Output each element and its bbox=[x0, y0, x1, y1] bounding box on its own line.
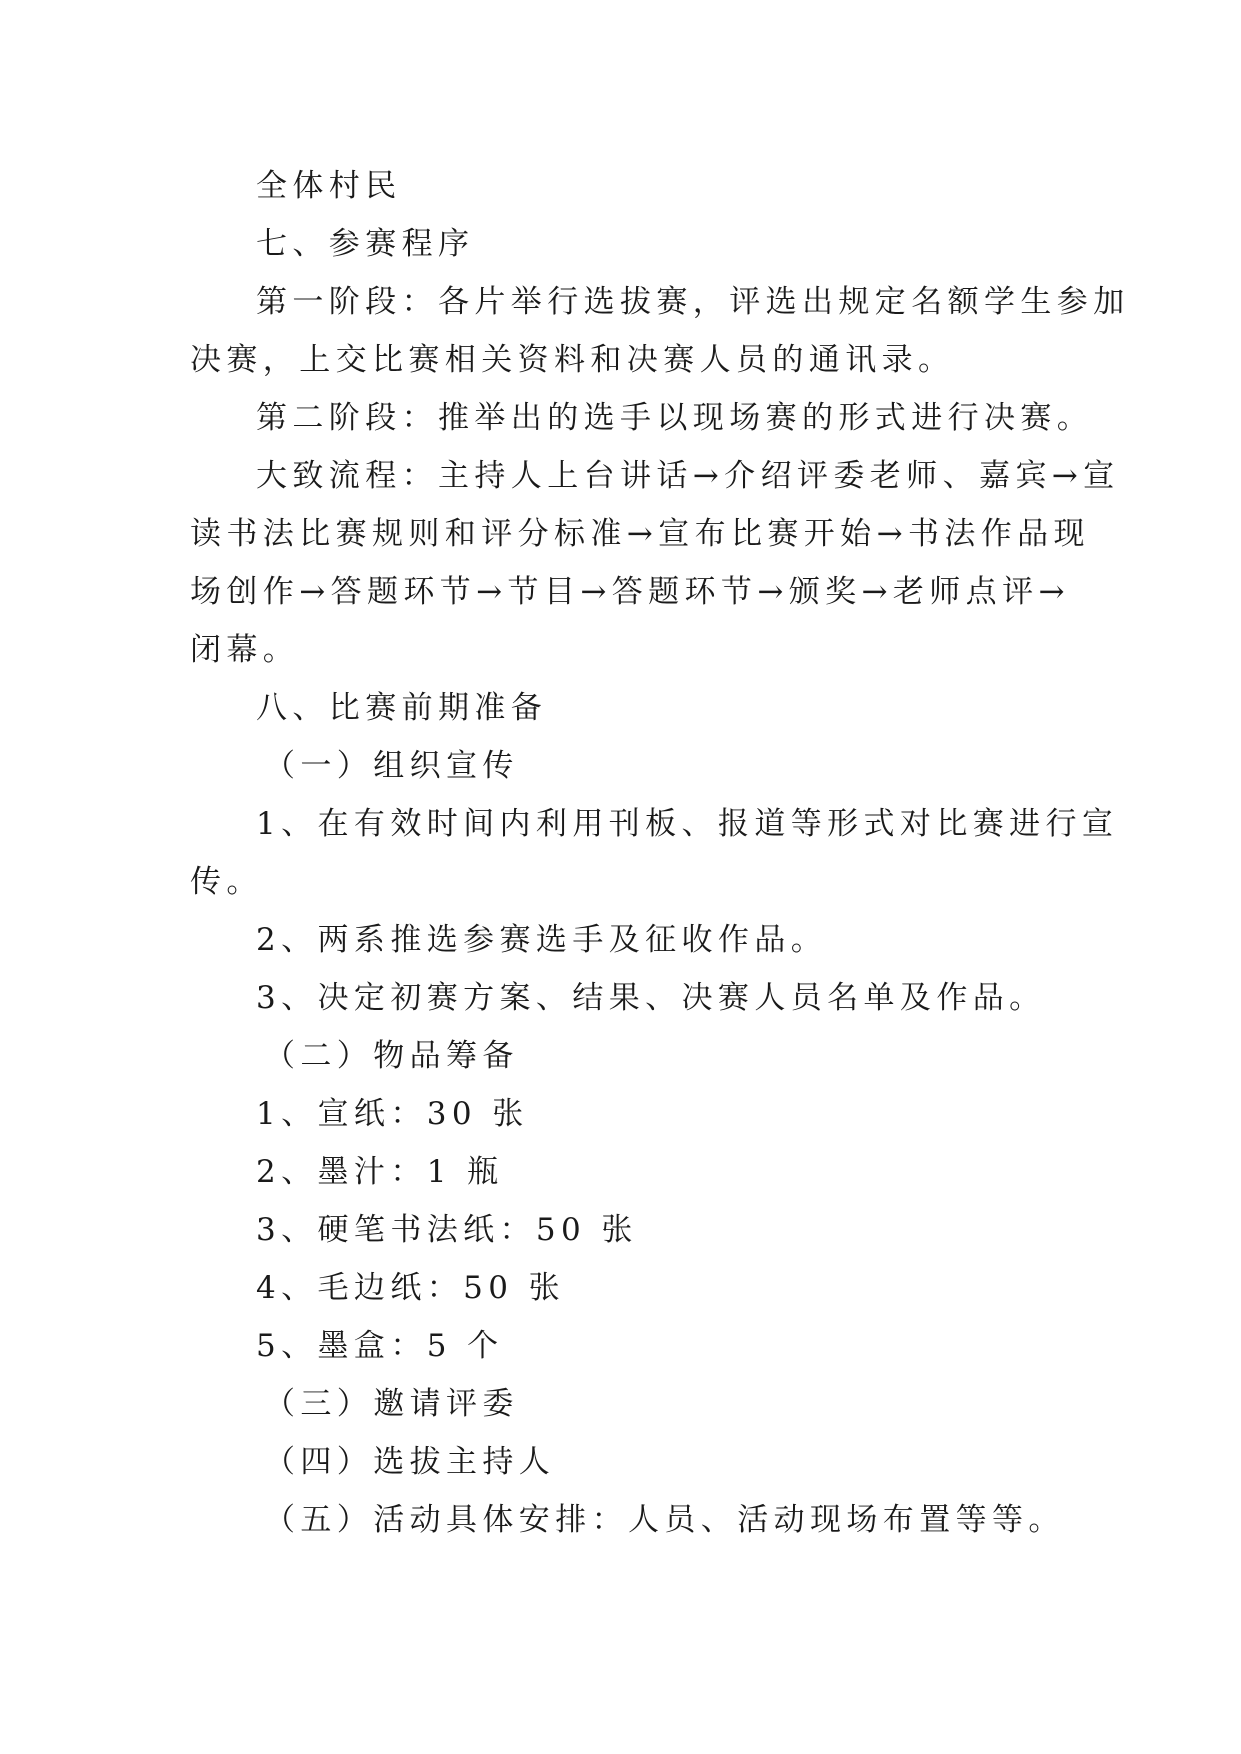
subsection-heading-4: （四）选拔主持人 bbox=[264, 1444, 556, 1480]
process-line-cont-1: 读书法比赛规则和评分标准→宣布比赛开始→书法作品现 bbox=[190, 516, 1090, 552]
subsection-heading-3: （三）邀请评委 bbox=[264, 1386, 519, 1422]
process-line-cont-3: 闭幕。 bbox=[190, 632, 300, 668]
process-line: 大致流程：主持人上台讲话→介绍评委老师、嘉宾→宣 bbox=[256, 458, 1120, 494]
list-item: 2、两系推选参赛选手及征收作品。 bbox=[256, 922, 828, 958]
subsection-heading-2: （二）物品筹备 bbox=[264, 1038, 519, 1074]
list-item: 1、在有效时间内利用刊板、报道等形式对比赛进行宣 bbox=[256, 806, 1119, 842]
stage-two-line: 第二阶段：推举出的选手以现场赛的形式进行决赛。 bbox=[256, 400, 1094, 436]
list-item-cont: 传。 bbox=[190, 864, 263, 900]
subsection-heading-5: （五）活动具体安排：人员、活动现场布置等等。 bbox=[264, 1502, 1065, 1538]
section-heading-7: 七、参赛程序 bbox=[256, 226, 475, 262]
list-item: 4、毛边纸：50 张 bbox=[256, 1270, 566, 1306]
list-item: 2、墨汁：1 瓶 bbox=[256, 1154, 504, 1190]
participants-line: 全体村民 bbox=[256, 168, 402, 204]
subsection-heading-1: （一）组织宣传 bbox=[264, 748, 519, 784]
section-heading-8: 八、比赛前期准备 bbox=[256, 690, 548, 726]
stage-one-line: 第一阶段：各片举行选拔赛，评选出规定名额学生参加 bbox=[256, 284, 1130, 320]
list-item: 3、决定初赛方案、结果、决赛人员名单及作品。 bbox=[256, 980, 1046, 1016]
process-line-cont-2: 场创作→答题环节→节目→答题环节→颁奖→老师点评→ bbox=[190, 574, 1070, 610]
stage-one-line-cont: 决赛，上交比赛相关资料和决赛人员的通讯录。 bbox=[190, 342, 955, 378]
list-item: 3、硬笔书法纸：50 张 bbox=[256, 1212, 638, 1248]
list-item: 1、宣纸：30 张 bbox=[256, 1096, 529, 1132]
list-item: 5、墨盒：5 个 bbox=[256, 1328, 504, 1364]
